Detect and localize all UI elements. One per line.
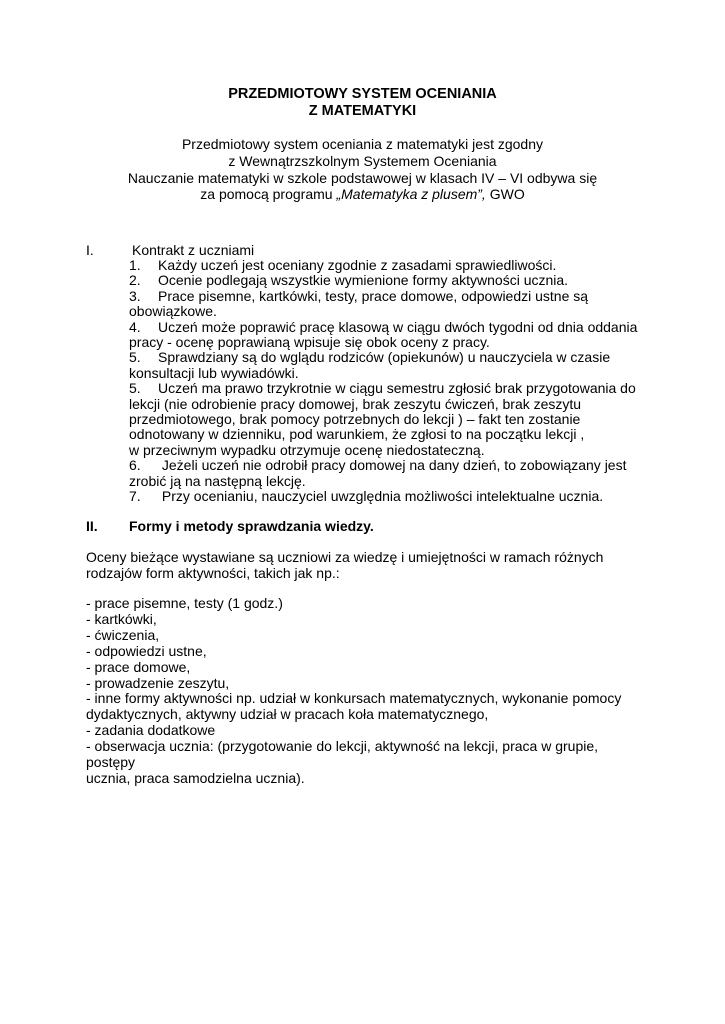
section-1-title: Kontrakt z uczniami — [132, 242, 255, 258]
list-item: - zadania dodatkowe — [86, 722, 216, 739]
list-item — [129, 381, 649, 458]
intro-line-2: z Wewnątrzszkolnym Systemem Oceniania — [228, 152, 497, 169]
list-item — [129, 489, 649, 504]
list-item-number: 2. — [129, 272, 141, 289]
title-line-1: PRZEDMIOTOWY SYSTEM OCENIANIA — [228, 86, 497, 102]
list-item: - kartkówki, — [86, 610, 157, 627]
section-2-title: Formy i metody sprawdzania wiedzy. — [129, 518, 374, 534]
list-item-number: 6. — [129, 457, 141, 474]
intro-line-4 — [0, 186, 725, 203]
list-item-text: zrobić ją na następną lekcję. — [129, 472, 306, 489]
list-item — [129, 289, 649, 320]
section-1-list — [129, 258, 649, 505]
list-item: - obserwacja ucznia: (przygotowanie do lekcji, aktywność na lekcji, praca w grupie, postępy — [86, 738, 599, 771]
list-item-text: Uczeń może poprawić pracę klasową w ciągu dwóch tygodni od dnia oddania — [158, 318, 638, 335]
intro-line-3: Nauczanie matematyki w szkole podstawowej w klasach IV – VI odbywa się — [127, 169, 598, 186]
list-item-text: Jeżeli uczeń nie odrobił pracy domowej na dany dzień, to zobowiązany jest — [158, 457, 627, 474]
list-item-text: lekcji (nie odrobienie pracy domowej, brak zeszytu ćwiczeń, brak zeszytu — [129, 395, 582, 412]
list-item: - prace domowe, — [86, 658, 191, 675]
list-item — [129, 258, 649, 273]
list-item-text: Każdy uczeń jest oceniany zgodnie z zasadami sprawiedliwości. — [158, 257, 557, 273]
list-item — [129, 320, 649, 351]
section-2-number: II. — [86, 518, 98, 534]
list-item: - prowadzenie zeszytu, — [86, 674, 230, 691]
list-item-number: 5. — [129, 380, 141, 397]
list-item-text: odnotowany w dzienniku, pod warunkiem, że zgłosi to na początku lekcji , — [129, 426, 585, 443]
list-item-number: 1. — [129, 257, 141, 273]
document-title — [0, 86, 725, 119]
list-item-text: w przeciwnym wypadku otrzymuje ocenę niedostateczną. — [129, 441, 485, 458]
list-item-text: konsultacji lub wywiadówki. — [129, 364, 299, 381]
list-item-text: Prace pisemne, kartkówki, testy, prace domowe, odpowiedzi ustne są — [158, 287, 589, 304]
list-item-number: 5. — [129, 349, 141, 366]
paragraph-line-2: rodzajów form aktywności, takich jak np.: — [86, 565, 340, 582]
intro-line-1: Przedmiotowy system oceniania z matematyki jest zgodny — [181, 136, 544, 152]
list-item-text: Sprawdziany są do wglądu rodziców (opiekunów) u nauczyciela w czasie — [158, 349, 611, 366]
list-item: - odpowiedzi ustne, — [86, 642, 207, 659]
intro-paragraph — [0, 136, 725, 203]
list-item: dydaktycznych, aktywny udział w pracach koła matematycznego, — [86, 706, 489, 723]
list-item-number: 3. — [129, 287, 141, 304]
list-item-number: 7. — [129, 488, 141, 505]
list-item-text: Przy ocenianiu, nauczyciel uwzględnia możliwości intelektualne ucznia. — [158, 488, 604, 505]
intro-line-4-suffix: GWO — [485, 186, 525, 203]
list-item: ucznia, praca samodzielna ucznia). — [86, 769, 305, 786]
list-item — [129, 350, 649, 381]
list-item — [129, 273, 649, 288]
list-item-text: pracy - ocenę poprawianą wpisuje się obok oceny z pracy. — [129, 334, 490, 351]
section-1-number: I. — [86, 242, 94, 258]
list-item: - ćwiczenia, — [86, 626, 160, 643]
section-2-paragraph — [86, 549, 626, 582]
list-item-text: Uczeń ma prawo trzykrotnie w ciągu semestru zgłosić brak przygotowania do — [158, 380, 636, 397]
list-item — [129, 458, 649, 489]
title-line-2: Z MATEMATYKI — [308, 102, 417, 119]
list-item: - inne formy aktywności np. udział w konkursach matematycznych, wykonanie pomocy — [86, 690, 622, 707]
assessment-forms-list — [86, 596, 646, 787]
list-item-text: Ocenie podlegają wszystkie wymienione formy aktywności ucznia. — [158, 272, 569, 289]
list-item-text: przedmiotowego, brak pomocy potrzebnych do lekcji ) – fakt ten zostanie — [129, 411, 581, 428]
paragraph-line-1: Oceny bieżące wystawiane są uczniowi za wiedzę i umiejętności w ramach różnych — [86, 549, 604, 565]
list-item: - prace pisemne, testy (1 godz.) — [86, 595, 283, 611]
program-name: „Matematyka z plusem”, — [336, 186, 486, 203]
list-item-number: 4. — [129, 318, 141, 335]
list-item-text: obowiązkowe. — [129, 303, 217, 320]
intro-line-4-prefix: za pomocą programu — [200, 186, 337, 203]
